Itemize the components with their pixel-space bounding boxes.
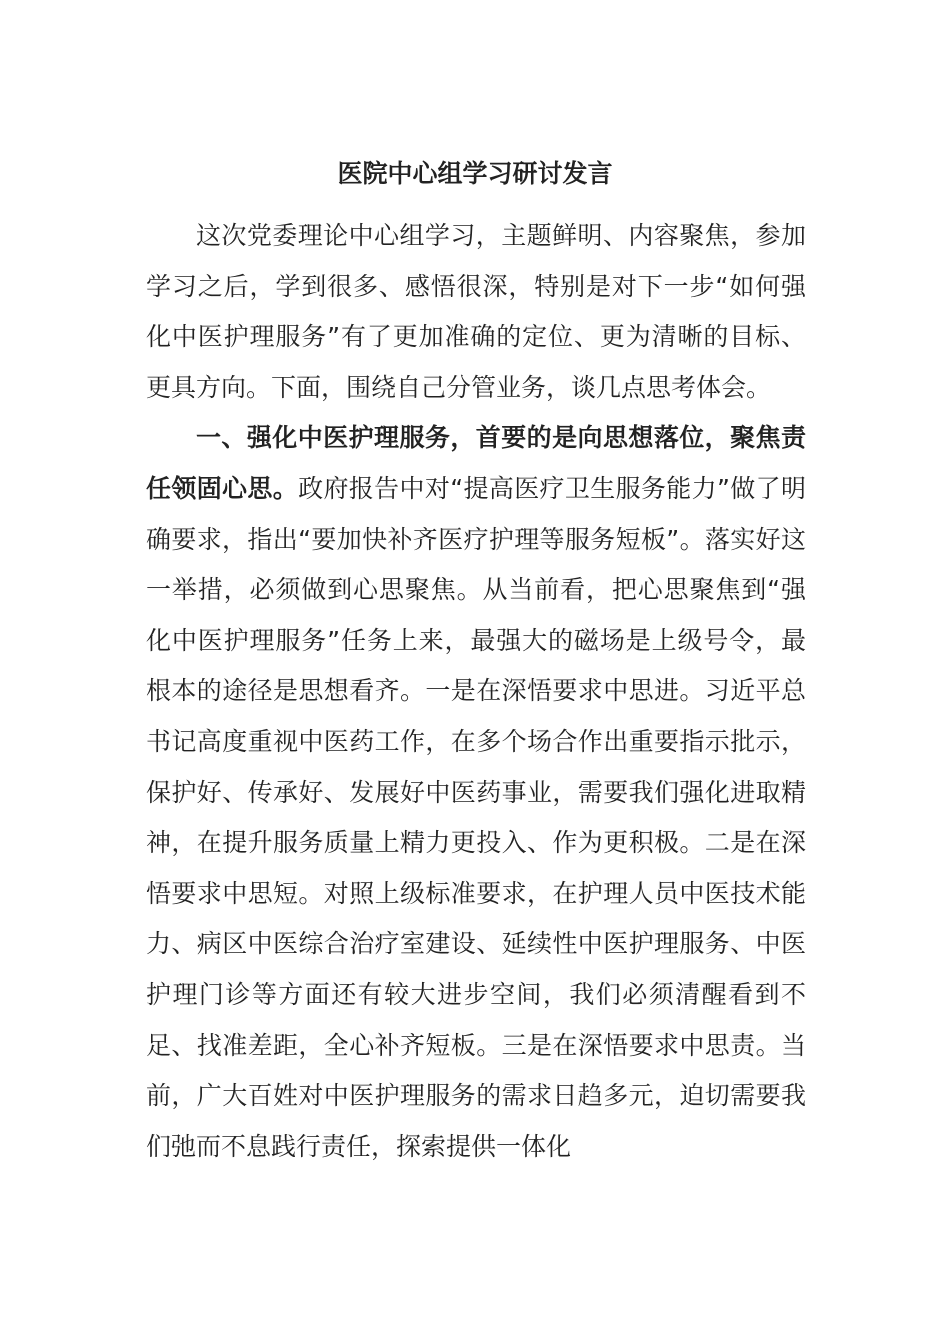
section-one-text: 政府报告中对“提高医疗卫生服务能力”做了明确要求，指出“要加快补齐医疗护理等服务短板”。落实好这一举措，必须做到心思聚焦。从当前看，把心思聚焦到“强化中医护理服务”任务上来，最强大的磁场是上级号令，最根本的途径是思想看齐。一是在深悟要求中思进。习近平总书记高度重视中医药工作，在多个场合作出重要指示批示，保护好、传承好、发展好中医药事业，需要我们强化进取精神，在提升服务质量上精力更投入、作为更积极。二是在深悟要求中思短。对照上级标准要求，在护理人员中医技术能力、病区中医综合治疗室建设、延续性中医护理服务、中医护理门诊等方面还有较大进步空间，我们必须清醒看到不足、找准差距，全心补齐短板。三是在深悟要求中思责。当前，广大百姓对中医护理服务的需求日趋多元，迫切需要我们弛而不息践行责任，探索提供一体化 — [146, 473, 806, 1161]
document-body — [146, 211, 806, 1172]
section-one-heading: 一、强化中医护理服务，首要的是向思想落位，聚焦责任领固心思。 — [146, 423, 806, 503]
paragraph-section-one — [146, 413, 806, 1172]
paragraph-intro — [146, 211, 806, 413]
page-title: 医院中心组学习研讨发言 — [337, 159, 613, 188]
paragraph-intro-text: 这次党委理论中心组学习，主题鲜明、内容聚焦，参加学习之后，学到很多、感悟很深，特别是对下一步“如何强化中医护理服务”有了更加准确的定位、更为清晰的目标、更具方向。下面，围绕自己分管业务，谈几点思考体会。 — [146, 221, 806, 402]
